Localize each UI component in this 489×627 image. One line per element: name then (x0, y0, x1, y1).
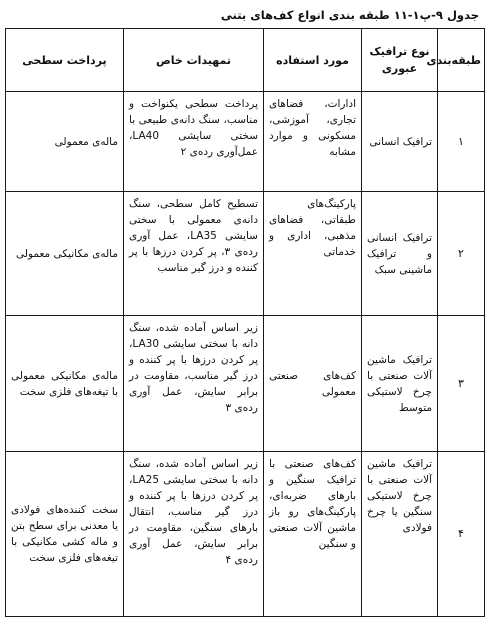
cell-traffic: ترافیک ماشین آلات صنعتی با چرخ لاستیکی متوسط (362, 316, 438, 452)
cell-traffic: ترافیک انسانی و ترافیک ماشینی سبک (362, 192, 438, 316)
cell-class: ۳ (438, 316, 485, 452)
header-traffic: نوع ترافیک عبوری (362, 29, 438, 92)
table-row (6, 316, 485, 452)
cell-usage: کف‌های صنعتی معمولی (264, 316, 362, 452)
table-row (6, 192, 485, 316)
cell-traffic: ترافیک انسانی (362, 92, 438, 192)
cell-special: زیر اساس آماده شده، سنگ دانه با سختی سایشی LA30، پر کردن درزها با پر کننده و درز گیر مناسب، مقاومت در برابر سایش، عمل آوری رده‌ی ۳ (124, 316, 264, 452)
cell-class: ۲ (438, 192, 485, 316)
cell-special: پرداخت سطحی یکنواخت و مناسب، سنگ دانه‌ی طبیعی با سختی سایشی LA40، عمل‌آوری رده‌ی ۲ (124, 92, 264, 192)
cell-usage: پارکینگ‌های طبقاتی، فضاهای مذهبی، اداری و خدماتی (264, 192, 362, 316)
header-class: طبقه‌بندی (438, 29, 485, 92)
cell-special: زیر اساس آماده شده، سنگ دانه با سختی سایشی LA25، پر کردن درزها با پر کننده و درز گیر مناسب، انتقال بارهای سنگین، مقاومت در برابر سایش، عمل آوری رده‌ی ۴ (124, 452, 264, 617)
cell-traffic: ترافیک ماشین آلات صنعتی با چرخ لاستیکی سنگین یا چرخ فولادی (362, 452, 438, 617)
cell-finish: ماله‌ی مکانیکی معمولی با تیغه‌های فلزی سخت (6, 316, 124, 452)
table-row (6, 452, 485, 617)
cell-class: ۴ (438, 452, 485, 617)
table-row (6, 92, 485, 192)
cell-special: تسطیح کامل سطحی، سنگ دانه‌ی معمولی با سختی سایشی LA35، عمل آوری رده‌ی ۳، پر کردن درزها با پر کننده و درز گیر مناسب (124, 192, 264, 316)
cell-finish: ماله‌ی معمولی (6, 92, 124, 192)
cell-usage: کف‌های صنعتی با ترافیک سنگین و بارهای ضربه‌ای، پارکینگ‌های رو باز ماشین آلات صنعتی و سنگین (264, 452, 362, 617)
header-row (6, 29, 485, 92)
cell-finish: سخت کننده‌های فولادی یا معدنی برای سطح بتن و ماله کشی مکانیکی با تیغه‌های فلزی سخت (6, 452, 124, 617)
header-special: تمهیدات خاص (124, 29, 264, 92)
table-caption: جدول ۹-پ۱-۱۱ طبقه بندی انواع کف‌های بتنی (220, 8, 479, 22)
header-usage: مورد استفاده (264, 29, 362, 92)
header-finish: پرداخت سطحی (6, 29, 124, 92)
floor-classification-table (5, 28, 485, 617)
cell-finish: ماله‌ی مکانیکی معمولی (6, 192, 124, 316)
cell-usage: ادارات، فضاهای تجاری، آموزشی، مسکونی و موارد مشابه (264, 92, 362, 192)
cell-class: ۱ (438, 92, 485, 192)
